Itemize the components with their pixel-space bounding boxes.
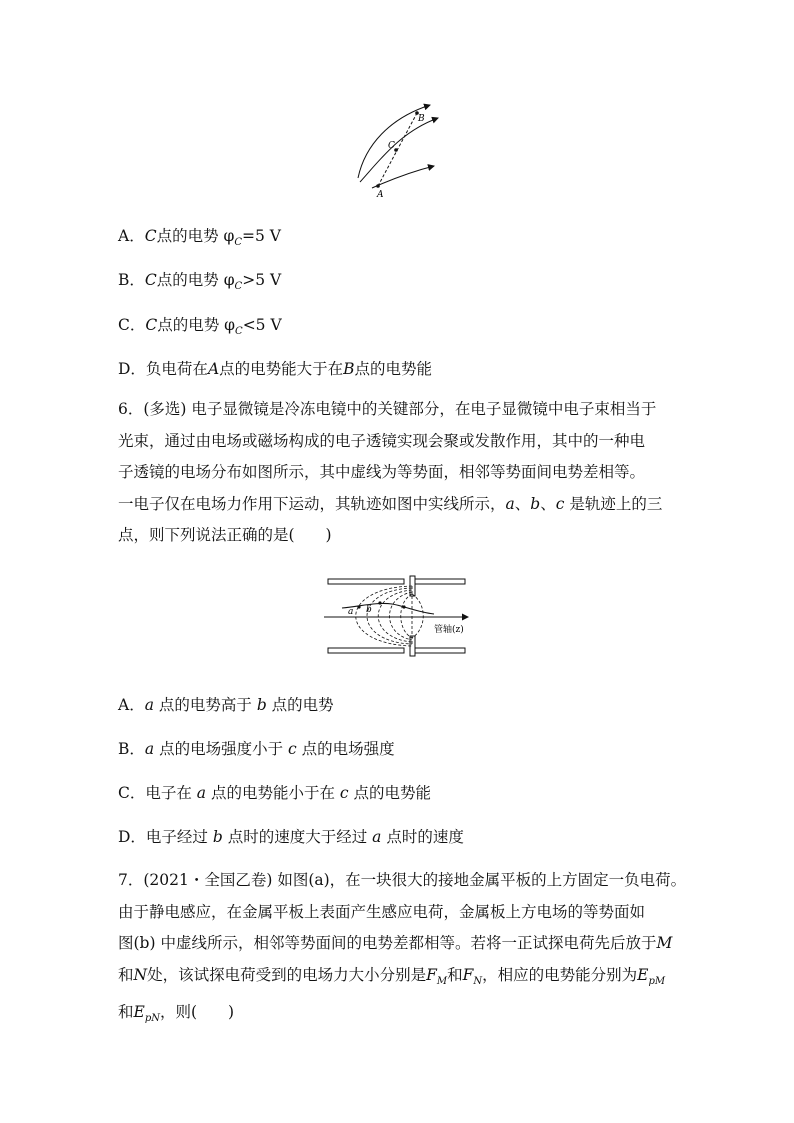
q5-option-c: C．C点的电势 $\varphi_C<5$ V — [118, 316, 282, 338]
q6-stem: 6．(多选) 电子显微镜是冷冻电镜中的关键部分，在电子显微镜中电子束相当于 光束，通过由电场或磁场构成的电子透镜实现会聚或发散作用，其中的一种电 子透镜的电场分布如图所示，其中虚线为等势面，相邻等势面间电势差相等。 一电子仅在电场力作用下运动，其轨迹如图中实线所示，a、b、c 是轨迹上的三 点，则下列说法正确的是( ) — [118, 400, 663, 544]
axis-label: 管轴(z) — [434, 625, 464, 635]
field-lines-figure — [350, 100, 440, 200]
q6-option-c: C．电子在 a 点的电势能小于在 c 点的电势能 — [118, 784, 432, 802]
q6-option-b: B．a 点的电场强度小于 c 点的电场强度 — [118, 740, 395, 758]
q5-option-d: D．负电荷在A点的电势能大于在B点的电势能 — [118, 360, 433, 378]
point-b-label: b — [366, 605, 372, 615]
q5-option-b: B．C点的电势 $\varphi_C>5$ V — [118, 271, 282, 293]
q7-stem: 7．(2021・全国乙卷) 如图(a)，在一块很大的接地金属平板的上方固定一负电荷。 由于静电感应，在金属平板上表面产生感应电荷，金属板上方电场的等势面如 图(b) 中虚线所示，相邻等势面间的电势差都相等。若将一正试探电荷先后放于M 和N处，该试探电荷受到的电场力大小分别是$F_M$和$F_N$，相应的电势能分别为$E_{pM}$ 和$E_{pN}$，则( ) — [118, 871, 687, 1025]
label-A: A — [377, 190, 384, 200]
electron-lens-figure — [322, 570, 472, 662]
label-C: C — [388, 141, 395, 151]
q6-option-a: A．a 点的电势高于 b 点的电势 — [118, 696, 334, 714]
q5-option-a: A．C点的电势 $\varphi_C=5$ V — [118, 227, 281, 249]
label-B: B — [418, 114, 425, 124]
point-a-label: a — [348, 607, 354, 617]
q6-option-d: D．电子经过 b 点时的速度大于经过 a 点时的速度 — [118, 828, 464, 846]
